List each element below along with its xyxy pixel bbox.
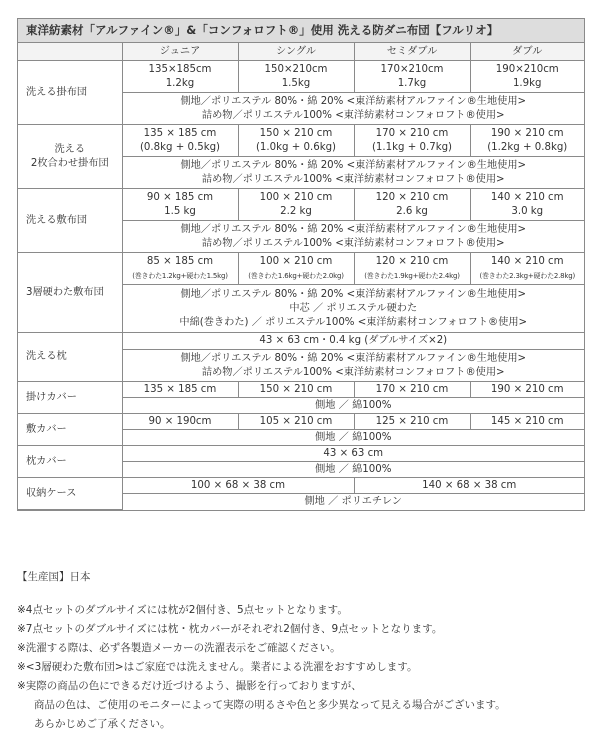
weight-value: 1.5 kg <box>164 205 196 217</box>
row-label-shikibuton: 洗える敷布団 <box>18 189 122 253</box>
row-label-kakebuton: 洗える掛布団 <box>18 61 122 125</box>
kakecover-single: 150 × 210 cm <box>238 382 354 398</box>
shikicover-single: 105 × 210 cm <box>238 414 354 430</box>
kakebuton-materials <box>122 93 584 125</box>
material-line: 側地／ポリエステル 80%・綿 20% <東洋紡素材アルファイン®生地使用> <box>180 352 527 364</box>
sanso-semidouble <box>354 253 470 285</box>
spec-title: 東洋紡素材「アルファイン®」&「コンフォロフト®」使用 洗える防ダニ布団【フルリオ】 <box>18 19 584 43</box>
size-value: 100 × 210 cm <box>259 255 333 267</box>
weight-value: 1.5kg <box>281 77 311 89</box>
weight-value: (巻きわた2.3kg+硬わた2.8kg) <box>479 271 576 280</box>
case-size-large: 140 × 68 × 38 cm <box>354 478 584 494</box>
sanso-junior <box>122 253 238 285</box>
label-line: 2枚合わせ掛布団 <box>30 157 109 169</box>
weight-value: 2.2 kg <box>280 205 312 217</box>
shikibuton-materials <box>122 221 584 253</box>
size-value: 85 × 185 cm <box>146 255 214 267</box>
row-label-kakecover: 掛けカバー <box>18 382 122 414</box>
makura-spec: 43 × 63 cm・0.4 kg (ダブルサイズ×2) <box>122 333 584 350</box>
kakebuton-double <box>470 61 584 93</box>
shikibuton-junior <box>122 189 238 221</box>
case-size-small: 100 × 68 × 38 cm <box>122 478 354 494</box>
kakecover-semidouble: 170 × 210 cm <box>354 382 470 398</box>
weight-value: (0.8kg + 0.5kg) <box>139 141 221 153</box>
size-value: 100 × 210 cm <box>259 191 333 203</box>
spec-table-container <box>17 18 585 511</box>
material-line: 詰め物／ポリエステル100% <東洋紡素材コンフォロフト®使用> <box>201 109 505 121</box>
shikibuton-semidouble <box>354 189 470 221</box>
size-value: 120 × 210 cm <box>375 191 449 203</box>
shikicover-junior: 90 × 190cm <box>122 414 238 430</box>
material-line: 中綿(巻きわた) ／ ポリエステル100% <東洋紡素材コンフォロフト®使用> <box>179 316 528 328</box>
material-line: 側地／ポリエステル 80%・綿 20% <東洋紡素材アルファイン®生地使用> <box>180 223 527 235</box>
material-line: 詰め物／ポリエステル100% <東洋紡素材コンフォロフト®使用> <box>201 366 505 378</box>
size-value: 150 × 210 cm <box>259 127 333 139</box>
spec-table <box>18 43 584 510</box>
row-label-case: 収納ケース <box>18 478 122 510</box>
awase-single <box>238 125 354 157</box>
row-label-awase <box>18 125 122 189</box>
weight-value: 2.6 kg <box>396 205 428 217</box>
shikicover-double: 145 × 210 cm <box>470 414 584 430</box>
header-double: ダブル <box>470 43 584 61</box>
weight-value: (巻きわた1.6kg+硬わた2.0kg) <box>248 271 344 280</box>
makuracover-size: 43 × 63 cm <box>122 446 584 462</box>
weight-value: (巻きわた1.2kg+硬わた1.5kg) <box>132 271 228 280</box>
awase-semidouble <box>354 125 470 157</box>
size-value: 90 × 185 cm <box>146 191 214 203</box>
sanso-single <box>238 253 354 285</box>
material-line: 側地／ポリエステル 80%・綿 20% <東洋紡素材アルファイン®生地使用> <box>180 159 527 171</box>
size-value: 140 × 210 cm <box>490 255 564 267</box>
weight-value: (1.2kg + 0.8kg) <box>487 141 568 153</box>
kakebuton-junior <box>122 61 238 93</box>
shikicover-material: 側地 ／ 綿100% <box>122 430 584 446</box>
material-line: 中芯 ／ ポリエステル硬わた <box>289 302 418 314</box>
awase-materials <box>122 157 584 189</box>
row-label-sanso: 3層硬わた敷布団 <box>18 253 122 333</box>
header-single: シングル <box>238 43 354 61</box>
awase-junior <box>122 125 238 157</box>
note-line: ※実際の商品の色にできるだけ近づけるよう、撮影を行っておりますが、 <box>17 680 362 692</box>
header-semidouble: セミダブル <box>354 43 470 61</box>
note-line: あらかじめご了承ください。 <box>34 718 171 730</box>
kakecover-material: 側地 ／ 綿100% <box>122 398 584 414</box>
weight-value: 1.2kg <box>165 77 195 89</box>
sanso-materials <box>122 285 584 333</box>
material-line: 詰め物／ポリエステル100% <東洋紡素材コンフォロフト®使用> <box>201 237 505 249</box>
header-blank <box>18 43 122 61</box>
size-value: 135 × 185 cm <box>143 127 217 139</box>
shikibuton-double <box>470 189 584 221</box>
note-line: 商品の色は、ご使用のモニターによって実際の明るさや色と多少異なって見える場合がございます。 <box>34 699 506 711</box>
note-line: ※洗濯する際は、必ず各製造メーカーの洗濯表示をご確認ください。 <box>17 642 341 654</box>
kakecover-junior: 135 × 185 cm <box>122 382 238 398</box>
makura-materials <box>122 350 584 382</box>
weight-value: (1.1kg + 0.7kg) <box>371 141 453 153</box>
size-value: 120 × 210 cm <box>375 255 449 267</box>
header-junior: ジュニア <box>122 43 238 61</box>
row-label-makuracover: 枕カバー <box>18 446 122 478</box>
size-value: 140 × 210 cm <box>490 191 564 203</box>
weight-value: 3.0 kg <box>511 205 544 217</box>
size-value: 170 × 210 cm <box>375 127 449 139</box>
shikibuton-single <box>238 189 354 221</box>
size-value: 150×210cm <box>264 63 328 75</box>
weight-value: 1.7kg <box>397 77 427 89</box>
material-line: 詰め物／ポリエステル100% <東洋紡素材コンフォロフト®使用> <box>201 173 505 185</box>
size-value: 170×210cm <box>380 63 444 75</box>
row-label-shikicover: 敷カバー <box>18 414 122 446</box>
weight-value: 1.9kg <box>512 77 542 89</box>
note-line: ※4点セットのダブルサイズには枕が2個付き、5点セットとなります。 <box>17 604 348 616</box>
note-line: ※<3層硬わた敷布団>はご家庭では洗えません。業者による洗濯をおすすめします。 <box>17 661 418 673</box>
awase-double <box>470 125 584 157</box>
label-line: 洗える <box>54 143 86 155</box>
kakebuton-single <box>238 61 354 93</box>
weight-value: (巻きわた1.9kg+硬わた2.4kg) <box>364 271 460 280</box>
size-value: 190×210cm <box>495 63 559 75</box>
weight-value: (1.0kg + 0.6kg) <box>255 141 337 153</box>
sanso-double <box>470 253 584 285</box>
note-line: ※7点セットのダブルサイズには枕・枕カバーがそれぞれ2個付き、9点セットとなります。 <box>17 623 443 635</box>
origin-text: 【生産国】日本 <box>17 571 91 583</box>
kakebuton-semidouble <box>354 61 470 93</box>
size-value: 190 × 210 cm <box>490 127 564 139</box>
material-line: 側地／ポリエステル 80%・綿 20% <東洋紡素材アルファイン®生地使用> <box>180 95 527 107</box>
shikicover-semidouble: 125 × 210 cm <box>354 414 470 430</box>
row-label-makura: 洗える枕 <box>18 333 122 382</box>
makuracover-material: 側地 ／ 綿100% <box>122 462 584 478</box>
case-material: 側地 ／ ポリエチレン <box>122 494 584 510</box>
kakecover-double: 190 × 210 cm <box>470 382 584 398</box>
material-line: 側地／ポリエステル 80%・綿 20% <東洋紡素材アルファイン®生地使用> <box>180 288 527 300</box>
size-value: 135×185cm <box>148 63 212 75</box>
